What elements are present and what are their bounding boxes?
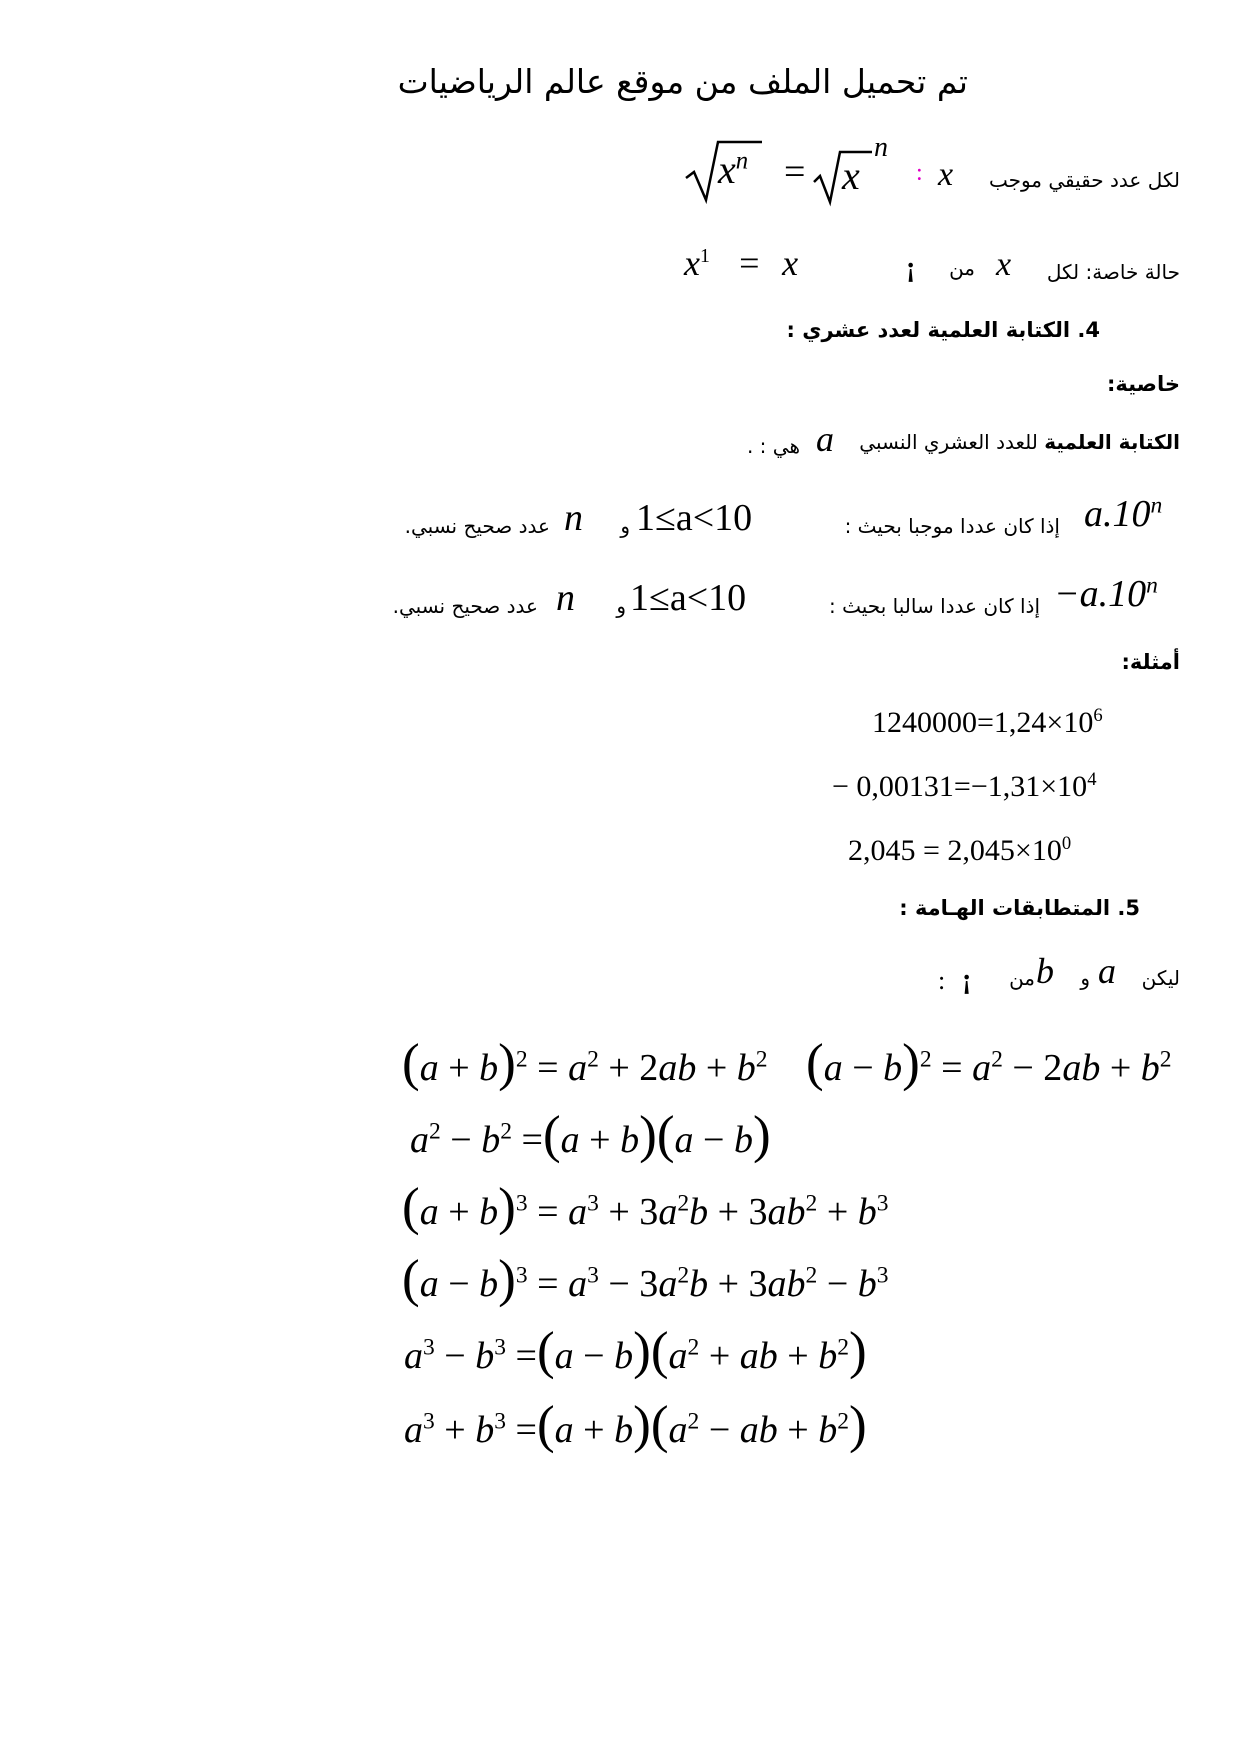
root-exp-right: n [874,132,888,163]
identities-intro-colon: : [938,966,946,995]
section-4-number: 4. [1077,318,1100,342]
example-3 [848,834,1071,868]
definition-end: هي : . [746,434,800,458]
case1-text: إذا كان عددا موجبا بحيث : [844,514,1060,538]
section-4-title: الكتابة العلمية لعدد عشري : [786,318,1071,342]
example-1-text: 1240000=1,24×10 [872,706,1094,739]
case2-inequality: 1≤a<10 [630,577,747,619]
case1-inequality: 1≤a<10 [636,497,753,539]
definition-bold: الكتابة العلمية [1044,430,1180,454]
identities-intro-let: ليكن [1141,966,1180,990]
example-2-text: − 0,00131=−1,31×10 [832,770,1088,803]
page-title: تم تحميل الملف من موقع عالم الرياضيات [397,62,968,101]
identity-sum-cubes: $a^3 + b^3 =(a + b)(a^2$ − ab + $b^2$) [404,1395,867,1454]
example-2-exp: 4 [1087,769,1097,790]
identities-intro-b: b [1036,951,1054,991]
root-exp-left: n [735,147,749,175]
section-5-number: 5. [1117,896,1140,920]
case2-formula-base: −a.10 [1054,573,1147,615]
special-case-formula [684,242,798,284]
case2-formula [1054,572,1158,616]
identity-cube-diff: $(a - b)^3 = a^3 - 3a^2b + 3ab^2 - b^3$ [402,1249,889,1308]
special-case-set-symbol: ¡ [906,252,916,283]
case2-and: و [616,594,626,618]
identity-diff-squares: $a^2 - b^2 =(a + b)(a - b)$ [410,1105,771,1164]
roots-colon: : [916,160,923,186]
special-case-from: من [949,256,975,280]
case2-n: n [556,577,575,619]
special-case-base: x [684,243,700,283]
section-5-heading [899,896,1140,920]
definition-line [859,430,1180,454]
roots-label-text: لكل عدد حقيقي موجب [988,168,1180,192]
identities-intro-set: ¡ [962,964,972,995]
case1-formula [1084,492,1162,536]
example-3-exp: 0 [1061,833,1072,854]
example-2 [832,770,1096,804]
identities-intro-and: و [1080,966,1090,990]
roots-formula [684,132,904,208]
identity-cube-sum: $(a + b)^3 = a^3 + 3a^2b + 3ab^2 + b^3$ [402,1177,889,1236]
roots-var-x: x [938,156,954,193]
case1-n: n [564,497,583,539]
case1-and: و [620,514,630,538]
roots-label [989,168,1180,192]
examples-label: أمثلة: [1121,650,1180,674]
case2-formula-exp: n [1146,572,1158,599]
definition-text: للعدد العشري النسبي [859,430,1045,454]
root-equals: = [784,151,806,193]
identity-square-sum: $(a + b)^2 = a^2 + 2ab + b^2$ [402,1033,768,1092]
special-case-label: حالة خاصة: لكل [1046,260,1180,284]
root-base-right: x [842,153,860,198]
case2-text: إذا كان عددا سالبا بحيث : [829,594,1040,618]
special-case-exp: 1 [699,245,710,267]
case1-formula-exp: n [1150,492,1163,519]
example-1-exp: 6 [1093,705,1103,726]
section-4-heading [786,318,1100,342]
case2-tail: عدد صحيح نسبي. [392,594,538,618]
case1-tail: عدد صحيح نسبي. [404,514,550,538]
identity-diff-cubes: $a^3 - b^3 =(a - b)(a^2$ + ab + $b^2$) [404,1321,867,1380]
special-case-var-x: x [996,246,1012,283]
example-1 [872,706,1103,740]
property-label: خاصية: [1106,372,1180,396]
section-5-title: المتطابقات الهـامة : [899,896,1111,920]
definition-var-a: a [816,419,834,459]
example-3-text: 2,045 = 2,045×10 [848,834,1062,867]
root-base-left: x [718,147,736,192]
identities-intro-a: a [1098,951,1116,991]
identities-intro-from: من [1009,966,1035,990]
special-case-rest: = x [736,243,799,283]
identity-square-diff: $(a - b)^2 = a^2 - 2ab + b^2$ [806,1033,1172,1092]
case1-formula-base: a.10 [1084,493,1151,535]
